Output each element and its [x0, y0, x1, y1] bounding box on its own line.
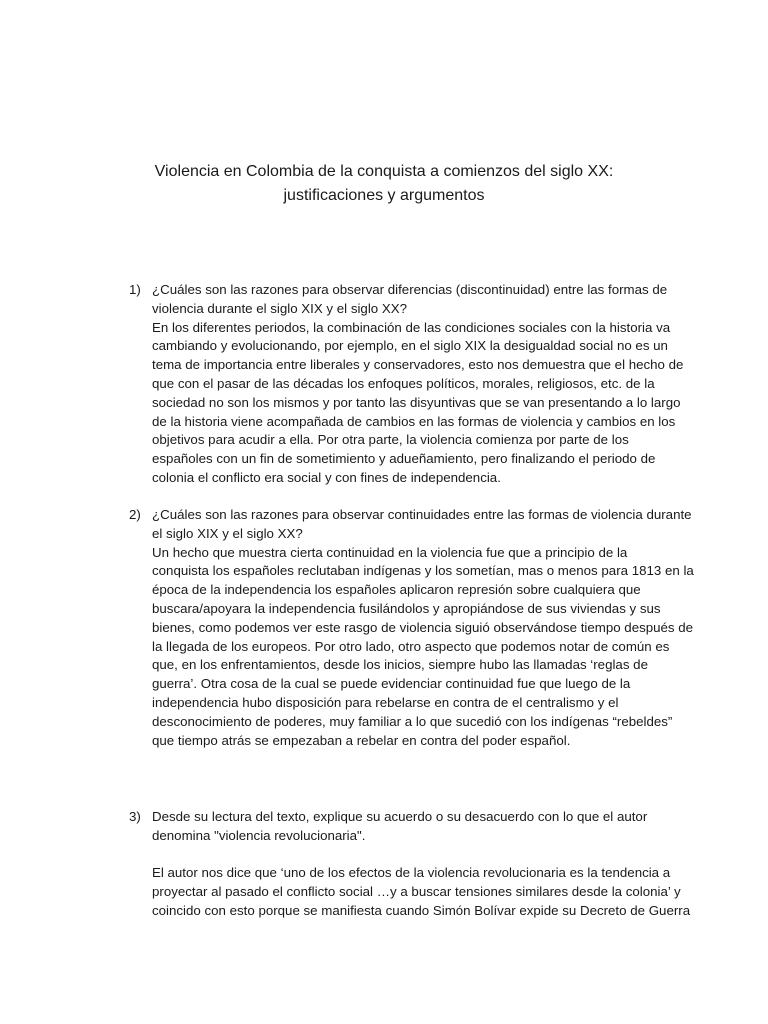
answer-text-line: que tiempo atrás se empezaban a rebelar en contra del poder español. [152, 732, 571, 748]
answer-text-line: En los diferentes periodos, la combinación de las condiciones sociales con la historia va [152, 319, 671, 335]
answer-text-line: cambiando y evolucionando, por ejemplo, en el siglo XIX la desigualdad social no es un [152, 338, 668, 354]
answer-text-line: independencia hubo disposición para rebelarse en contra de el centralismo y el [152, 694, 619, 710]
question-text-line: Desde su lectura del texto, explique su acuerdo o su desacuerdo con lo que el autor [152, 809, 648, 824]
answer-text-line: conquista los españoles reclutaban indígenas y los sometían, mas o menos para 1813 en la [152, 563, 694, 579]
question-text-line: el siglo XIX y el siglo XX? [152, 525, 303, 541]
question-body [152, 808, 691, 921]
question-number: 1) [129, 282, 141, 297]
answer-text-line: coincido con esto porque se manifiesta cuando Simón Bolívar expide su Decreto de Guerra [152, 902, 691, 918]
answer-text-line: época de la independencia los españoles aplicaron represión sobre cualquiera que [152, 582, 641, 598]
answer-text-line: de la historia viene acompañada de cambios en las formas de violencia y cambios en los [152, 413, 676, 429]
question-number: 2) [129, 507, 141, 522]
document-title-line-2: justificaciones y argumentos [283, 187, 485, 204]
answer-text-line: sociedad no son los mismos y por tanto las disyuntivas que se van presentando a lo largo [152, 394, 681, 410]
paragraph-spacer [152, 846, 662, 865]
question-number: 3) [129, 809, 141, 824]
answer-text-line: guerra’. Otra cosa de la cual se puede evidenciar continuidad fue que luego de la [152, 676, 631, 692]
answer-text-line: la llegada de los europeos. Por otro lado, otro aspecto que podemos notar de común es [152, 638, 670, 654]
answer-text-line: proyectar al pasado el conflicto social …y a buscar tensiones similares desde la colonia’ y [152, 884, 681, 900]
answer-text-line: colonia el conflicto era social y con fines de independencia. [152, 469, 501, 485]
question-body [152, 506, 694, 750]
question-body [152, 281, 684, 488]
answer-text-line: El autor nos dice que ‘uno de los efectos de la violencia revolucionaria es la tendencia a [152, 865, 671, 881]
answer-text-line: españoles con un fin de sometimiento y adueñamiento, pero finalizando el periodo de [152, 451, 656, 467]
answer-text-line: que con el pasar de las décadas los enfoques políticos, morales, religiosos, etc. de la [152, 375, 655, 391]
question-text-line: ¿Cuáles son las razones para observar diferencias (discontinuidad) entre las formas de [152, 282, 668, 297]
question-text-line: violencia durante el siglo XIX y el siglo XX? [152, 300, 407, 316]
answer-text-line: desconocimiento de poderes, muy familiar a lo que sucedió con los indígenas “rebeldes” [152, 713, 673, 729]
document-title-line-1: Violencia en Colombia de la conquista a comienzos del siglo XX: [154, 163, 614, 180]
question-text-line: denomina "violencia revolucionaria". [152, 827, 366, 843]
answer-text-line: buscara/apoyara la independencia fusilándolos y apropiándose de sus viviendas y sus [152, 600, 661, 616]
answer-text-line: tema de importancia entre liberales y conservadores, esto nos demuestra que el hecho de [152, 357, 684, 373]
answer-text-line: objetivos para acudir a ella. Por otra parte, la violencia comienza por parte de los [152, 432, 629, 448]
answer-text-line: bienes, como podemos ver este rasgo de violencia siguió observándose tiempo después de [152, 619, 694, 635]
answer-text-line: que, en los enfrentamientos, desde los inicios, siempre hubo las llamadas ‘reglas de [152, 657, 648, 673]
answer-text-line: Un hecho que muestra cierta continuidad en la violencia fue que a principio de la [152, 544, 628, 560]
question-text-line: ¿Cuáles son las razones para observar continuidades entre las formas de violencia durante [152, 507, 692, 522]
